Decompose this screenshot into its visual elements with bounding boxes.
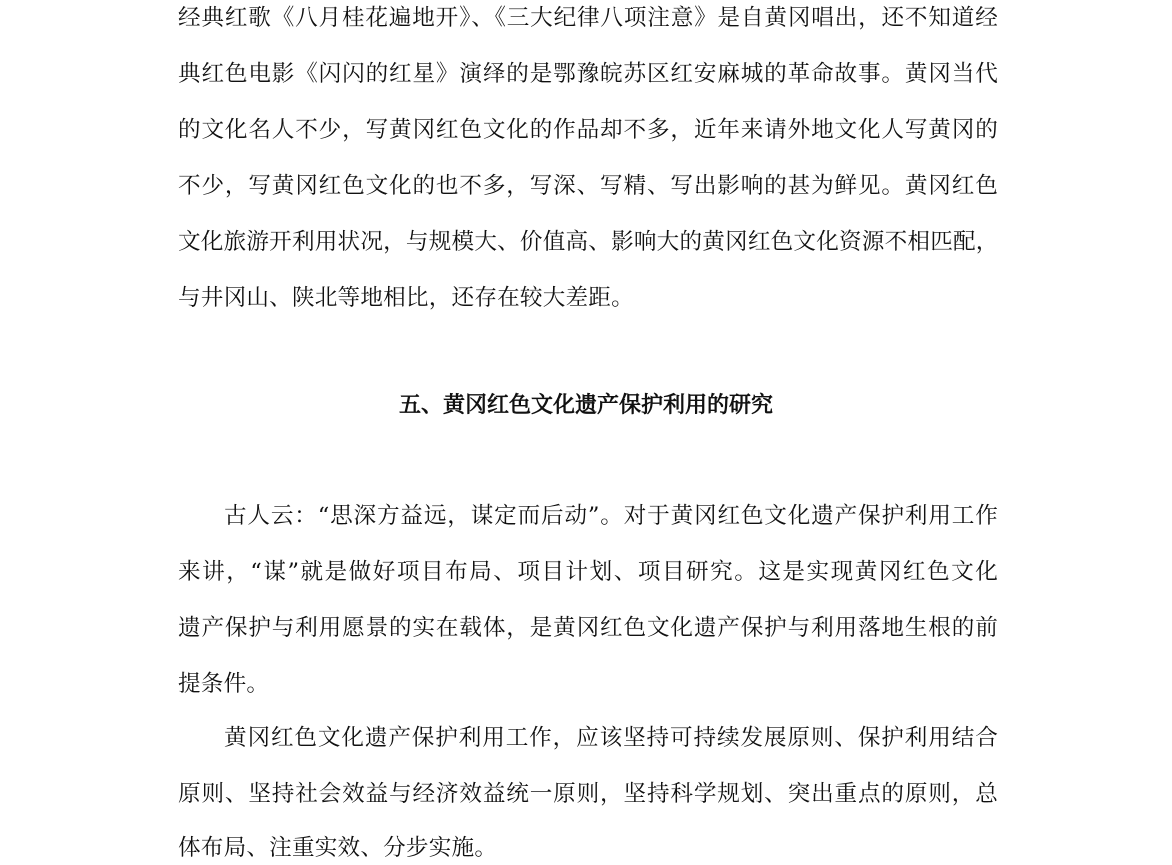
- text-line: 文化旅游开利用状况，与规模大、价值高、影响大的黄冈红色文化资源不相匹配，: [178, 229, 999, 255]
- text-line: 的文化名人不少，写黄冈红色文化的作品却不多，近年来请外地文化人写黄冈的: [178, 117, 998, 143]
- section-heading: 五、黄冈红色文化遗产保护利用的研究: [398, 393, 773, 418]
- text-line: 古人云：“思深方益远，谋定而后动”。对于黄冈红色文化遗产保护利用工作: [224, 503, 998, 529]
- text-line: 与井冈山、陕北等地相比，还存在较大差距。: [178, 285, 634, 311]
- text-line: 提条件。: [178, 671, 270, 697]
- text-line: 原则、坚持社会效益与经济效益统一原则，坚持科学规划、突出重点的原则，总: [178, 781, 998, 807]
- text-line: 经典红歌《八月桂花遍地开》、《三大纪律八项注意》是自黄冈唱出，还不知道经: [178, 5, 998, 31]
- text-line: 典红色电影《闪闪的红星》演绎的是鄂豫皖苏区红安麻城的革命故事。黄冈当代: [178, 61, 998, 87]
- text-line: 遗产保护与利用愿景的实在载体，是黄冈红色文化遗产保护与利用落地生根的前: [178, 615, 998, 641]
- text-line: 来讲，“谋”就是做好项目布局、项目计划、项目研究。这是实现黄冈红色文化: [178, 559, 998, 585]
- text-line: 不少，写黄冈红色文化的也不多，写深、写精、写出影响的甚为鲜见。黄冈红色: [178, 173, 998, 199]
- text-line: 黄冈红色文化遗产保护利用工作，应该坚持可持续发展原则、保护利用结合: [224, 725, 998, 751]
- text-line: 体布局、注重实效、分步实施。: [178, 835, 498, 861]
